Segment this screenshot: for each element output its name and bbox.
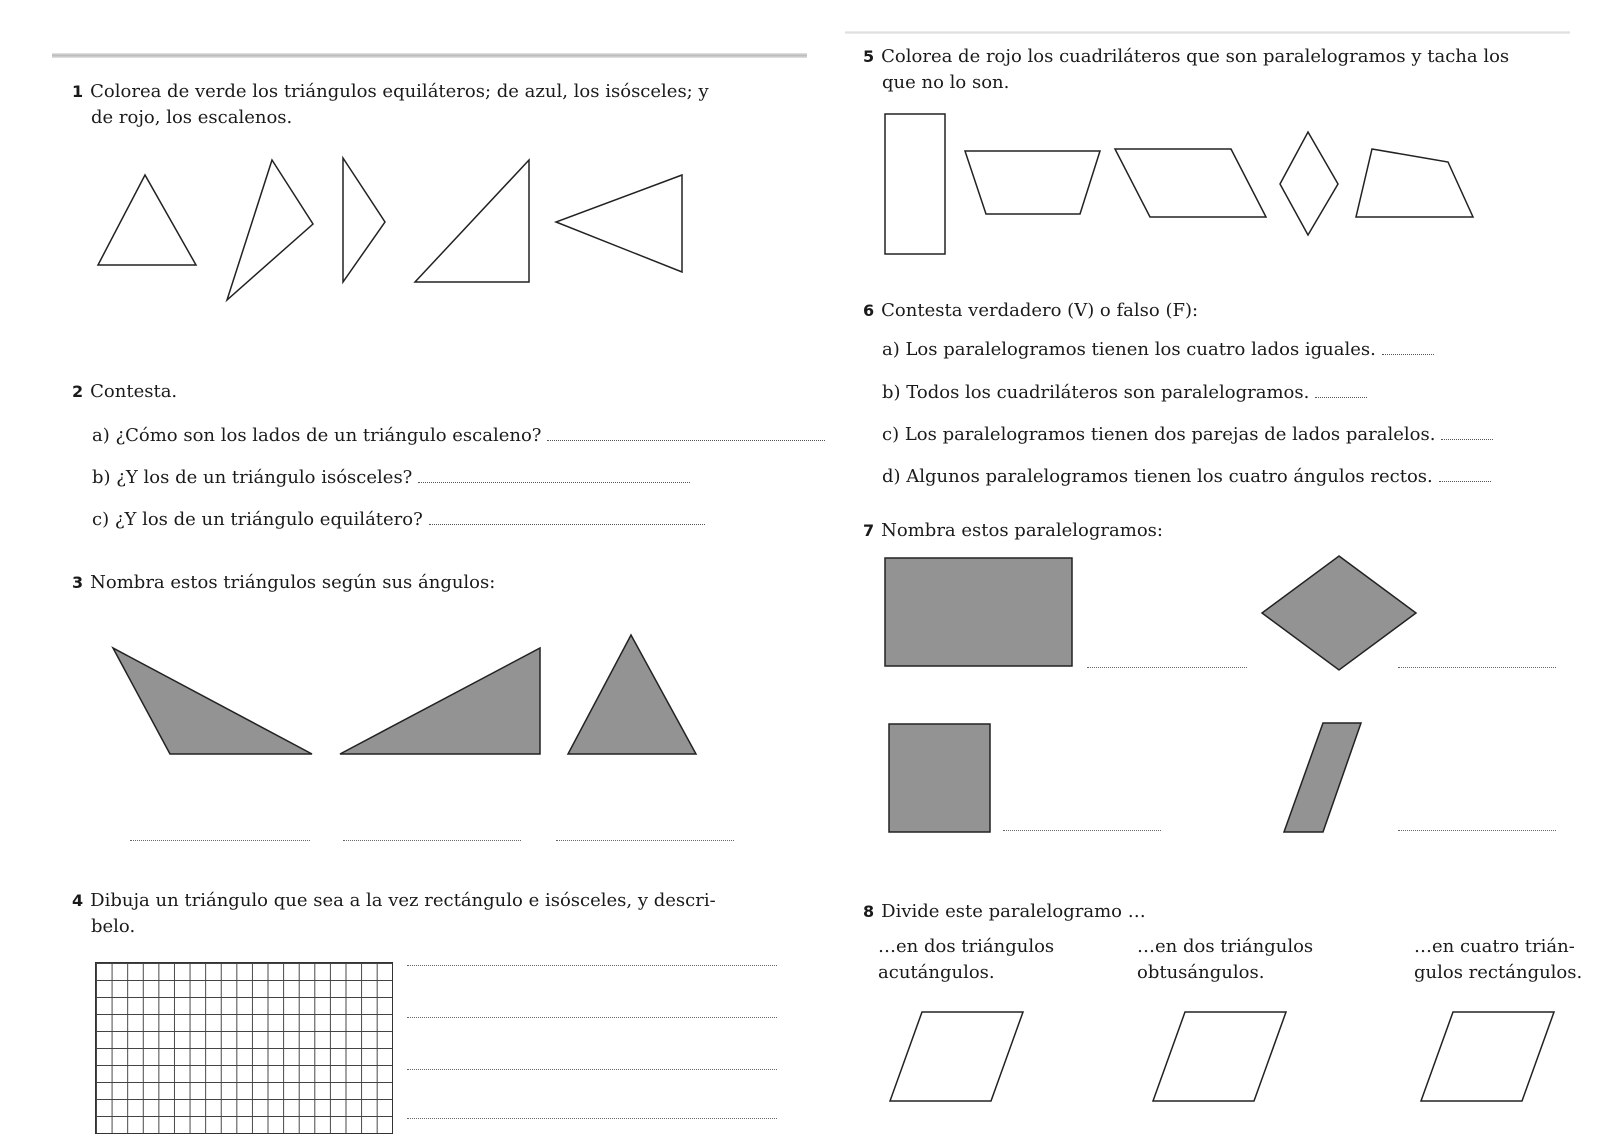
question-number: 3 — [72, 573, 84, 592]
q8-option-3-line-2: gulos rectángulos. — [1414, 962, 1583, 983]
question-number: 6 — [863, 301, 875, 320]
q8-option-1-line-2: acutángulos. — [878, 962, 995, 983]
q6-item-c-text: c) Los paralelogramos tienen dos parejas de lados paralelos. — [882, 424, 1436, 445]
q8-option-2-line-2: obtusángulos. — [1137, 962, 1265, 983]
q2-item-a-text: a) ¿Cómo son los lados de un triángulo escaleno? — [92, 425, 542, 446]
question-text-continued: de rojo, los escalenos. — [91, 107, 293, 128]
question-number: 1 — [72, 82, 84, 101]
question-number: 7 — [863, 521, 875, 540]
q8-option-2-line-1: …en dos triángulos — [1137, 936, 1314, 957]
q8-parallelogram-2[interactable] — [1153, 1012, 1286, 1101]
question-text: Colorea de verde los triángulos equiláteros; de azul, los isósceles; y — [90, 81, 709, 102]
q6-item-d-text: d) Algunos paralelogramos tienen los cuatro ángulos rectos. — [882, 466, 1433, 487]
question-number: 5 — [863, 47, 875, 66]
question-text: Colorea de rojo los cuadriláteros que son paralelogramos y tacha los — [881, 46, 1510, 67]
question-number: 4 — [72, 891, 84, 910]
question-text: Dibuja un triángulo que sea a la vez rectángulo e isósceles, y descri- — [90, 890, 716, 911]
question-text: Contesta verdadero (V) o falso (F): — [881, 300, 1199, 321]
question-text: Nombra estos paralelogramos: — [881, 520, 1163, 541]
q8-option-1-line-1: …en dos triángulos — [878, 936, 1055, 957]
q2-item-c-text: c) ¿Y los de un triángulo equilátero? — [92, 509, 423, 530]
question-number: 8 — [863, 902, 875, 921]
q8-parallelogram-3[interactable] — [1421, 1012, 1554, 1101]
question-text: Divide este paralelogramo … — [881, 901, 1146, 922]
q8-option-3-line-1: …en cuatro trián- — [1414, 936, 1575, 957]
question-text-continued: que no lo son. — [882, 72, 1010, 93]
question-text: Contesta. — [90, 381, 178, 402]
question-number: 2 — [72, 382, 84, 401]
question-text: Nombra estos triángulos según sus ángulos: — [90, 572, 496, 593]
q6-item-b-text: b) Todos los cuadriláteros son paralelogramos. — [882, 382, 1310, 403]
q2-item-b-text: b) ¿Y los de un triángulo isósceles? — [92, 467, 413, 488]
question-text-continued: belo. — [91, 916, 136, 937]
q6-item-a-text: a) Los paralelogramos tienen los cuatro lados iguales. — [882, 339, 1376, 360]
q8-parallelogram-1[interactable] — [890, 1012, 1023, 1101]
